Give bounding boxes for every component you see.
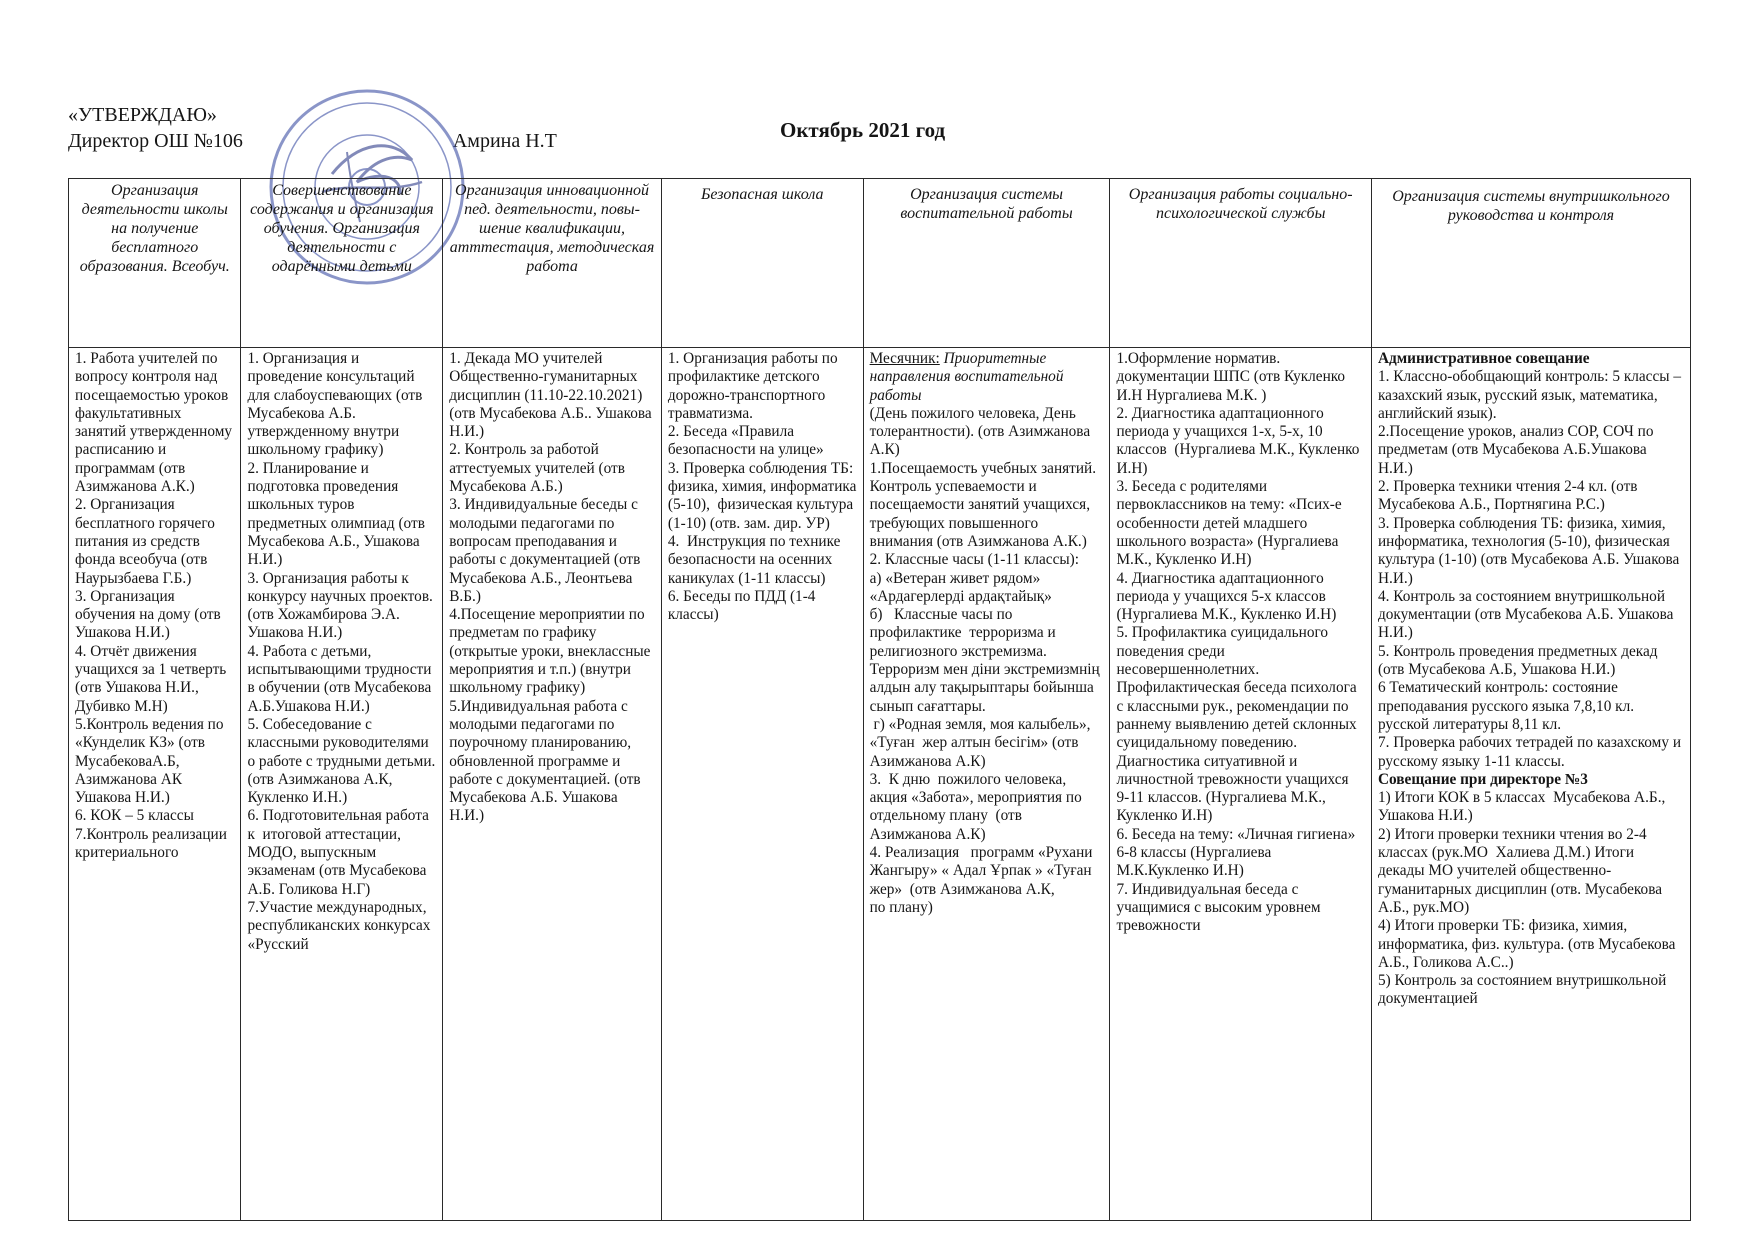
list-item: 2. Диагностика адаптационного периода у учащихся 1-х, 5-х, 10 классов (Нургалиева М.К., Кукленко И.Н)	[1116, 404, 1364, 477]
list-item: 2.Посещение уроков, анализ СОР, СОЧ по предметам (отв Мусабекова А.Б.Ушакова Н.И.)	[1377, 423, 1658, 477]
list-item: б) Классные часы по профилактике терроризма и религиозного экстремизма.	[869, 606, 1060, 660]
list-item: 7. Проверка рабочих тетрадей по казахскому и русскому языку 1-11 классы.	[1377, 734, 1685, 770]
list-item: 1) Итоги КОК в 5 классах Мусабекова А.Б., Ушакова Н.И.)	[1377, 789, 1670, 825]
list-item: 5) Контроль за состоянием внутришкольной документацией	[1377, 972, 1671, 1008]
list-item: (День пожилого человека, День толерантности). (отв Азимжанова А.К)	[869, 404, 1094, 459]
list-item: 5.Контроль ведения по «Кунделик КЗ» (отв МусабековаА.Б, Азимжанова АК Ушакова Н.И.)	[75, 715, 228, 807]
list-item: 6. Беседы по ПДД (1-4 классы)	[667, 587, 820, 624]
col-header-social-psych: Организация работы социально-психологической службы	[1110, 179, 1372, 348]
list-item: 2. Контроль за работой аттестуемых учителей (отв Мусабекова А.Б.)	[449, 441, 633, 496]
col-header-education-content: Совершенствование содержания и организация обучения. Организация деятельности с одарёнными детьми	[241, 179, 443, 348]
col-header-safe-school: Безопасная школа	[661, 179, 863, 348]
director-name: Амрина Н.Т	[452, 130, 557, 152]
table-header-row	[69, 179, 1691, 348]
list-item: по плану)	[869, 898, 933, 916]
list-item: 4) Итоги проверки ТБ: физика, химия, информатика, физ. культура. (отв Мусабекова А.Б., Голикова А.С..)	[1377, 917, 1680, 971]
list-item: 6. Подготовительная работа к итоговой аттестации, МОДО, выпускным экзаменам (отв Мусабекова А.Б. Голикова Н.Г)	[247, 807, 433, 898]
list-item: 4. Инструкция по технике безопасности на осенних каникулах (1-11 классы)	[667, 532, 845, 587]
list-item: 5.Индивидуальная работа с молодыми педагогами по поурочному планированию, обновленной программе и работе с документацией. (отв Мусабекова А.Б. Ушакова Н.И.)	[449, 697, 645, 825]
list-item: г) «Родная земля, моя калыбель», «Туған жер алтын бесігім» (отв Азимжанова А.К)	[869, 715, 1095, 770]
col-header-internal-control: Организация системы внутришкольного руководства и контроля	[1371, 179, 1690, 348]
list-item: 1. Организация и проведение консультаций для слабоуспевающих (отв Мусабекова А.Б. утвержденному внутри школьному графику)	[247, 350, 427, 459]
list-item: 1. Классно-обобщающий контроль: 5 классы –казахский язык, русский язык, математика, английский язык).	[1377, 368, 1682, 422]
list-item: 1. Работа учителей по вопросу контроля над посещаемостью уроков факультативных занятий утвержденному расписанию и программам (отв Азимжанова А.К.)	[75, 350, 236, 496]
list-item: 6 Тематический контроль: состояние преподавания русского языка 7,8,10 кл. русской литературы 8,11 кл.	[1377, 679, 1638, 733]
list-item: 2. Проверка техники чтения 2-4 кл. (отв Мусабекова А.Б., Портнягина Р.С.)	[1377, 478, 1642, 514]
list-item: 3. Беседа с родителями первоклассников на тему: «Псих-е особенности детей младшего школьного возраста» (Нургалиева М.К., Кукленко И.Н)	[1116, 478, 1346, 569]
month-intro-label: Месячник:	[869, 350, 940, 367]
cell-education-content	[241, 348, 443, 1221]
cell-upbringing	[863, 348, 1110, 1221]
list-item: 3. Проверка соблюдения ТБ: физика, химия, информатика, технология (5-10), физическая культура (1-10) (отв Мусабекова А.Б. Ушакова Н.И.)	[1377, 514, 1684, 587]
page-title: Октябрь 2021 год	[780, 118, 946, 142]
list-item: 6. КОК – 5 классы	[75, 807, 194, 825]
list-item: 4.Посещение мероприятии по предметам по графику (открытые уроки, внеклассные мероприятия и т.п.) (внутри школьному графику)	[449, 606, 655, 697]
list-item: 4. Работа с детьми, испытывающими трудности в обучении (отв Мусабекова А.Б.Ушакова Н.И.)	[247, 642, 436, 715]
list-item: 3. Организация работы к конкурсу научных проектов. (отв Хожамбирова Э.А. Ушакова Н.И.)	[247, 569, 437, 642]
list-item: 1.Оформление норматив. документации ШПС (отв Кукленко И.Н Нургалиева М.К. )	[1116, 350, 1349, 404]
col-header-vseobuch: Организация деятельности школы на получение бесплатного образования. Всеобуч.	[69, 179, 241, 348]
list-item: 5. Контроль проведения предметных декад (отв Мусабекова А.Б, Ушакова Н.И.)	[1377, 642, 1662, 679]
cell-internal-control	[1371, 348, 1690, 1221]
col-header-innovation-methodical: Организация инновационной пед. деятельности, повы-шение квалификации, атттестация, методическая работа	[443, 179, 662, 348]
month-intro	[870, 350, 1104, 405]
list-item: 2) Итоги проверки техники чтения во 2-4 классах (рук.МО Халиева Д.М.) Итоги декады МО учителей общественно- гуманитарных дисциплин (отв. Мусабекова А.Б., рук.МО)	[1377, 825, 1666, 916]
list-item: 7.Участие международных, республиканских конкурсах «Русский	[247, 898, 435, 953]
list-item: 6. Беседа на тему: «Личная гигиена» 6-8 классы (Нургалиева М.К.Кукленко И.Н)	[1116, 825, 1360, 880]
col-header-upbringing: Организация системы воспитательной работы	[863, 179, 1110, 348]
list-item: 2. Организация бесплатного горячего питания из средств фонда всеобуча (отв Наурызбаева Г.Б.)	[75, 496, 219, 587]
list-item: 4. Отчёт движения учащихся за 1 четверть (отв Ушакова Н.И., Дубивко М.Н)	[75, 642, 231, 715]
list-item: 7. Индивидуальная беседа с учащимися с высоким уровнем тревожности	[1116, 880, 1325, 935]
list-item: 3. К дню пожилого человека, акция «Забота», мероприятия по отдельному плану (отв Азимжанова А.К)	[869, 770, 1086, 843]
cell-innovation-methodical	[443, 348, 662, 1221]
list-item: 5. Профилактика суицидального поведения среди несовершеннолетних. Профилактическая беседа психолога с классными рук., рекомендации по раннему выявлению детей склонных суицидальному поведению. Диагностика ситуативной и личностной тревожности учащихся 9-11 классов. (Нургалиева М.К., Кукленко И.Н)	[1116, 624, 1361, 825]
plan-table	[68, 178, 1691, 1221]
list-item: 2. Планирование и подготовка проведения школьных туров предметных олимпиад (отв Мусабекова А.Б., Ушакова Н.И.)	[247, 459, 433, 569]
cell-social-psych	[1110, 348, 1372, 1221]
list-item: 1. Организация работы по профилактике детского дорожно-транспортного травматизма.	[667, 350, 842, 422]
section-heading: Совещание при директоре №3	[1377, 770, 1588, 788]
list-item: 4. Реализация программ «Рухани Жангыру» « Адал Ұрпак » «Туған жер» (отв Азимжанова А.К,	[869, 844, 1097, 898]
table-row	[69, 348, 1691, 1221]
month-intro-topic: Приоритетные направления воспитательной работы	[869, 350, 1068, 404]
list-item: 2. Беседа «Правила безопасности на улице»	[667, 423, 824, 459]
list-item: 4. Диагностика адаптационного периода у учащихся 5-х классов (Нургалиева М.К., Кукленко И.Н)	[1116, 569, 1337, 624]
cell-safe-school	[661, 348, 863, 1221]
list-item: 3. Проверка соблюдения ТБ: физика, химия, информатика (5-10), физическая культура (1-10) (отв. зам. дир. УР)	[667, 459, 861, 532]
list-item: 3. Организация обучения на дому (отв Ушакова Н.И.)	[75, 587, 225, 642]
list-item: 4. Контроль за состоянием внутришкольной документации (отв Мусабекова А.Б. Ушакова Н.И.)	[1377, 587, 1678, 642]
list-item: 7.Контроль реализации критериального	[75, 825, 231, 862]
director-label: Директор ОШ №106	[68, 130, 243, 152]
list-item: 2. Классные часы (1-11 классы):	[869, 551, 1080, 569]
list-item: 3. Индивидуальные беседы с молодыми педагогами по вопросам преподавания и работы с документацией (отв Мусабекова А.Б., Леонтьева В.Б.)	[449, 496, 645, 605]
list-item: а) «Ветеран живет рядом» «Ардагерлерді ардақтайық»	[869, 569, 1052, 605]
section-heading: Административное совещание	[1377, 350, 1590, 367]
list-item: 1.Посещаемость учебных занятий. Контроль успеваемости и посещаемости занятий учащихся, требующих повышенного внимания (отв Азимжанова А.К.)	[869, 459, 1100, 550]
list-item: 1. Декада МО учителей Общественно-гуманитарных дисциплин (11.10-22.10.2021) (отв Мусабекова А.Б.. Ушакова Н.И.)	[449, 350, 656, 441]
list-item: 5. Собеседование с классными руководителями о работе с трудными детьми. (отв Азимжанова А.К, Кукленко И.Н.)	[247, 715, 440, 807]
list-item: Терроризм мен діни экстремизмнің алдын алу тақырыптары бойынша сынып сағаттары.	[869, 661, 1104, 715]
approve-label: «УТВЕРЖДАЮ»	[68, 104, 217, 126]
cell-vseobuch	[69, 348, 241, 1221]
